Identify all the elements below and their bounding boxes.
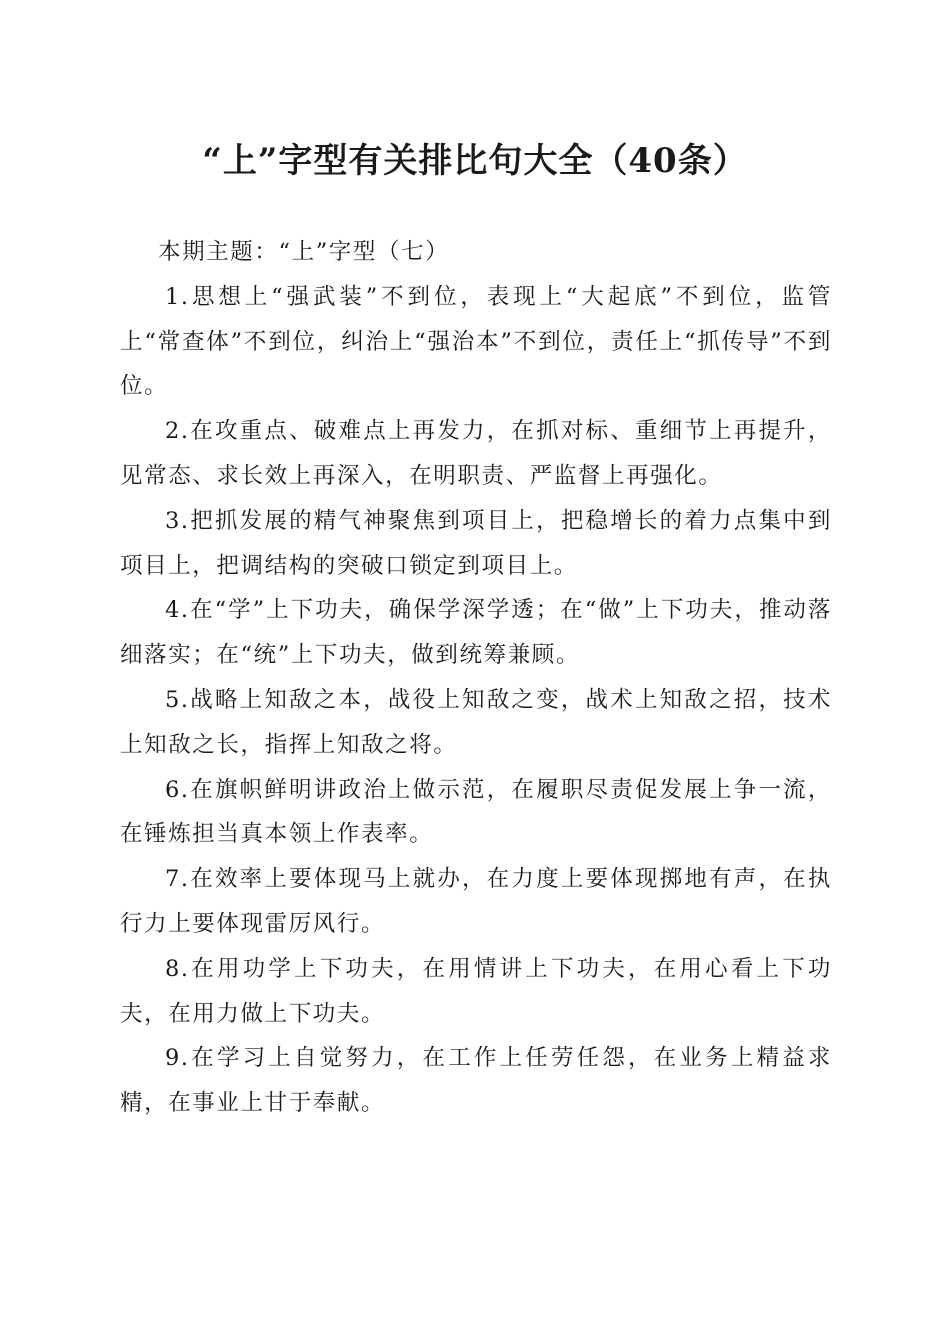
- document-body: [120, 230, 832, 1126]
- document-title: “上”字型有关排比句大全（40条）: [202, 141, 748, 181]
- subject-line: 本期主题：“上”字型（七）: [158, 239, 450, 265]
- list-item: 4.在“学”上下功夫，确保学深学透；在“做”上下功夫，推动落细落实；在“统”上下功夫，做到统筹兼顾。: [120, 597, 832, 669]
- list-item: 2.在攻重点、破难点上再发力，在抓对标、重细节上再提升，见常态、求长效上再深入，在明职责、严监督上再强化。: [120, 418, 832, 489]
- list-item: 5.战略上知敌之本，战役上知敌之变，战术上知敌之招，技术上知敌之长，指挥上知敌之将。: [120, 686, 832, 758]
- list-item: 7.在效率上要体现马上就办，在力度上要体现掷地有声，在执行力上要体现雷厉风行。: [120, 866, 832, 937]
- list-item: 9.在学习上自觉努力，在工作上任劳任怨，在业务上精益求精，在事业上甘于奉献。: [120, 1045, 832, 1117]
- list-item: 3.把抓发展的精气神聚焦到项目上，把稳增长的着力点集中到项目上，把调结构的突破口锁定到项目上。: [120, 507, 832, 579]
- list-item: 8.在用功学上下功夫，在用情讲上下功夫，在用心看上下功夫，在用力做上下功夫。: [120, 955, 832, 1027]
- list-item: 1.思想上“强武装”不到位，表现上“大起底”不到位，监管上“常查体”不到位，纠治上“强治本”不到位，责任上“抓传导”不到位。: [120, 283, 832, 400]
- list-item: 6.在旗帜鲜明讲政治上做示范，在履职尽责促发展上争一流，在锤炼担当真本领上作表率。: [120, 776, 832, 848]
